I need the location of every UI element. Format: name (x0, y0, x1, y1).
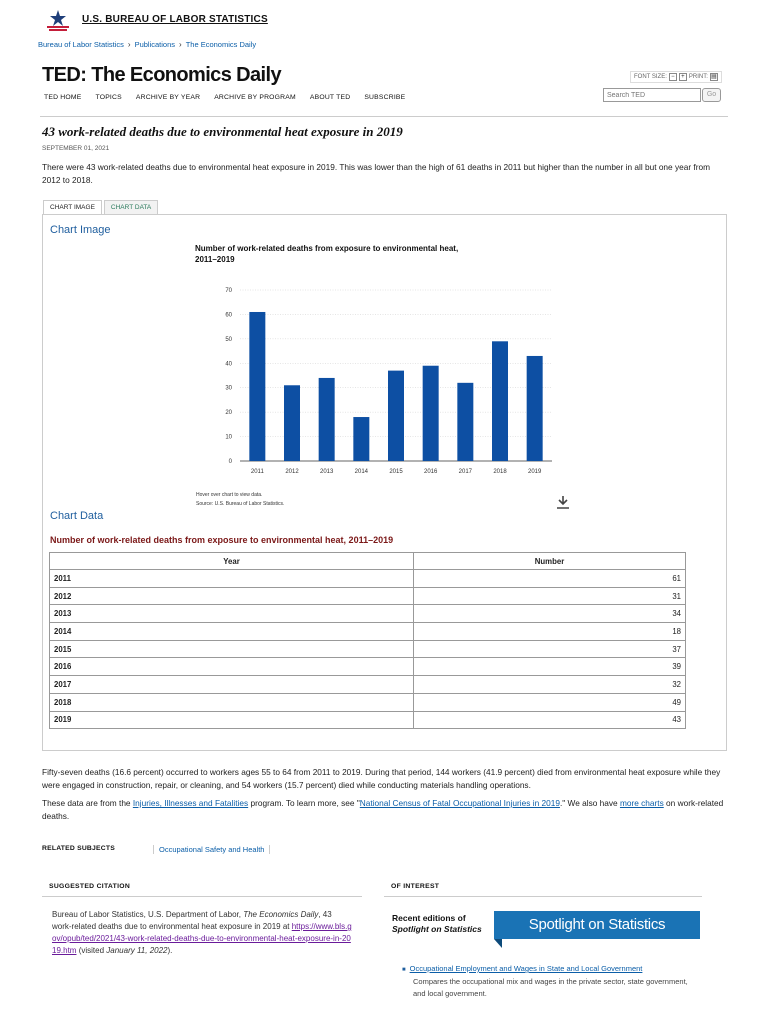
bar-2014[interactable] (353, 417, 369, 461)
nav-archive-by-year[interactable]: ARCHIVE BY YEAR (135, 94, 201, 101)
link-iif-program[interactable]: Injuries, Illnesses and Fatalities (132, 798, 249, 808)
top-nav (44, 94, 405, 101)
chevron-right-icon: › (127, 40, 131, 49)
divider (384, 896, 702, 897)
table-row (50, 623, 686, 641)
bar-2013[interactable] (319, 378, 335, 461)
print-label: PRINT: (688, 74, 708, 80)
y-tick-label: 40 (225, 361, 232, 368)
recent-text: Recent editions of (392, 913, 466, 923)
bar-2017[interactable] (457, 383, 473, 461)
spotlight-banner[interactable]: Spotlight on Statistics (494, 911, 700, 939)
page-tools (630, 71, 722, 83)
data-table (49, 552, 686, 729)
chart-title-line-2: 2011–2019 (195, 255, 235, 264)
citation-text (52, 909, 352, 957)
chart-x-labels (251, 469, 542, 475)
cell-year: 2012 (50, 587, 414, 605)
cell-number: 39 (414, 658, 686, 676)
article-intro: There were 43 work-related deaths due to environmental heat exposure in 2019. This was lower than the high of 61 deaths in 2011 but higher than the number in all but one year from 2012 to 2018. (42, 162, 711, 185)
table-row (50, 693, 686, 711)
x-tick-label: 2011 (250, 469, 264, 475)
bls-logo-icon[interactable] (46, 9, 70, 31)
cell-number: 43 (414, 711, 686, 729)
cell-number: 61 (414, 570, 686, 588)
y-tick-label: 50 (225, 336, 232, 343)
cell-year: 2019 (50, 711, 414, 729)
chart-source-note: Source: U.S. Bureau of Labor Statistics. (196, 501, 285, 507)
ted-title: TED: The Economics Daily (42, 64, 281, 86)
nav-about-ted[interactable]: ABOUT TED (309, 94, 351, 101)
bar-2012[interactable] (284, 385, 300, 461)
x-tick-label: 2012 (285, 469, 299, 475)
bar-2015[interactable] (388, 371, 404, 461)
citation-part: (visited (76, 946, 107, 955)
tab-chart-data[interactable]: CHART DATA (104, 200, 158, 214)
cell-number: 49 (414, 693, 686, 711)
para3-text: These data are from the (42, 798, 133, 808)
font-size-label: FONT SIZE: (634, 74, 667, 80)
print-icon[interactable]: ▤ (711, 74, 717, 80)
table-row (50, 570, 686, 588)
x-tick-label: 2019 (527, 469, 542, 475)
cell-year: 2018 (50, 693, 414, 711)
cell-year: 2011 (50, 570, 414, 588)
bar-chart[interactable] (190, 238, 570, 513)
bar-2018[interactable] (492, 341, 508, 461)
y-tick-label: 10 (225, 434, 232, 441)
chart-data-heading: Chart Data (50, 510, 104, 522)
y-tick-label: 0 (228, 459, 232, 465)
nav-ted-home[interactable]: TED HOME (44, 94, 82, 101)
chevron-right-icon: › (179, 40, 182, 49)
citation-label: SUGGESTED CITATION (49, 883, 131, 890)
divider (42, 896, 362, 897)
citation-part: , 43 work-related deaths due to environmental heat exposure in 2019 at (52, 910, 332, 931)
table-header-row (50, 553, 686, 570)
nav-archive-by-program[interactable]: ARCHIVE BY PROGRAM (214, 94, 296, 101)
cell-year: 2016 (50, 658, 414, 676)
x-tick-label: 2013 (319, 469, 334, 475)
bar-2011[interactable] (249, 312, 265, 461)
table-row (50, 605, 686, 623)
tab-chart-image[interactable]: CHART IMAGE (43, 200, 102, 214)
article-headline: 43 work-related deaths due to environmental heat exposure in 2019 (42, 124, 403, 139)
x-tick-label: 2017 (458, 469, 473, 475)
of-interest-link[interactable]: Occupational Employment and Wages in State and Local Government (409, 964, 643, 973)
article-paragraph-3 (42, 797, 727, 823)
chart-hover-note: Hover over chart to view data. (196, 492, 263, 498)
bullet-icon: ■ (402, 967, 406, 973)
y-tick-label: 30 (225, 385, 232, 392)
recent-spotlight-text: Spotlight on Statistics (392, 924, 482, 934)
cell-year: 2014 (50, 623, 414, 641)
cell-year: 2015 (50, 640, 414, 658)
citation-part: Bureau of Labor Statistics, U.S. Department of Labor, (52, 910, 244, 919)
font-decrease-icon[interactable]: − (669, 73, 677, 81)
chart-title-line-1: Number of work-related deaths from exposure to environmental heat, (195, 244, 459, 253)
x-tick-label: 2016 (423, 469, 438, 475)
link-more-charts[interactable]: more charts (619, 798, 664, 808)
agency-name-link[interactable]: U.S. BUREAU OF LABOR STATISTICS (82, 14, 268, 25)
breadcrumb (38, 40, 256, 49)
breadcrumb-publications[interactable]: Publications (134, 40, 176, 49)
breadcrumb-bls[interactable]: Bureau of Labor Statistics (38, 40, 124, 49)
y-tick-label: 70 (225, 288, 232, 294)
citation-visited-date: January 11, 2022 (106, 946, 168, 955)
banner-fold-icon (494, 939, 502, 948)
y-tick-label: 20 (225, 410, 232, 417)
article-paragraph-2: Fifty-seven deaths (16.6 percent) occurred to workers ages 55 to 64 from 2011 to 2019. During that period, 144 workers (41.9 percent) died from environmental heat exposure while they were engaged in construction, repair, or cleaning, and 54 workers (15.7 percent) died while conducting materials handling operations. (42, 767, 721, 790)
table-caption: Number of work-related deaths from exposure to environmental heat, 2011–2019 (50, 535, 394, 545)
font-increase-icon[interactable]: + (679, 73, 687, 81)
bar-2019[interactable] (527, 356, 543, 461)
table-row (50, 640, 686, 658)
para3-text: on work-related deaths. (42, 798, 724, 821)
citation-publication: The Economics Daily (243, 910, 319, 919)
para3-text: ." We also have (559, 798, 620, 808)
cell-number: 18 (414, 623, 686, 641)
table-row (50, 658, 686, 676)
breadcrumb-ted[interactable]: The Economics Daily (185, 40, 257, 49)
link-cfoi-2019[interactable]: National Census of Fatal Occupational Injuries in 2019 (359, 798, 560, 808)
citation-part: ). (167, 946, 173, 955)
cell-year: 2013 (50, 605, 414, 623)
table-row (50, 587, 686, 605)
chart-tabs (43, 200, 160, 214)
bar-2016[interactable] (423, 366, 439, 461)
x-tick-label: 2014 (354, 469, 369, 475)
of-interest-item (402, 963, 702, 1000)
search-input[interactable] (603, 88, 701, 102)
citation-url-link[interactable]: https://www.bls.gov/opub/ted/2021/43-work-related-deaths-due-to-environmental-heat-exposure-in-2019.htm (52, 922, 352, 955)
table-header-year: Year (50, 553, 414, 570)
of-interest-description: Compares the occupational mix and wages in the private sector, state government, and local government. (413, 977, 688, 998)
chart-bars (249, 312, 542, 461)
of-interest-label: OF INTEREST (391, 883, 440, 890)
para3-text: program. To learn more, see " (248, 798, 360, 808)
divider (40, 116, 728, 117)
y-tick-label: 60 (225, 312, 232, 319)
cell-number: 37 (414, 640, 686, 658)
search-go-button[interactable]: Go (702, 88, 721, 102)
cell-number: 31 (414, 587, 686, 605)
cell-number: 34 (414, 605, 686, 623)
cell-number: 32 (414, 676, 686, 694)
nav-topics[interactable]: TOPICS (95, 94, 122, 101)
chart-image-heading: Chart Image (50, 224, 111, 236)
recent-editions-label (392, 913, 492, 935)
related-subjects-label: RELATED SUBJECTS (42, 845, 115, 852)
article-date: SEPTEMBER 01, 2021 (42, 145, 110, 152)
x-tick-label: 2015 (389, 469, 403, 475)
table-header-number: Number (414, 553, 686, 570)
nav-subscribe[interactable]: SUBSCRIBE (364, 94, 406, 101)
download-icon[interactable] (557, 496, 569, 508)
cell-year: 2017 (50, 676, 414, 694)
related-subject-link[interactable]: Occupational Safety and Health (153, 845, 270, 854)
table-row (50, 711, 686, 729)
x-tick-label: 2018 (493, 469, 507, 475)
table-row (50, 676, 686, 694)
